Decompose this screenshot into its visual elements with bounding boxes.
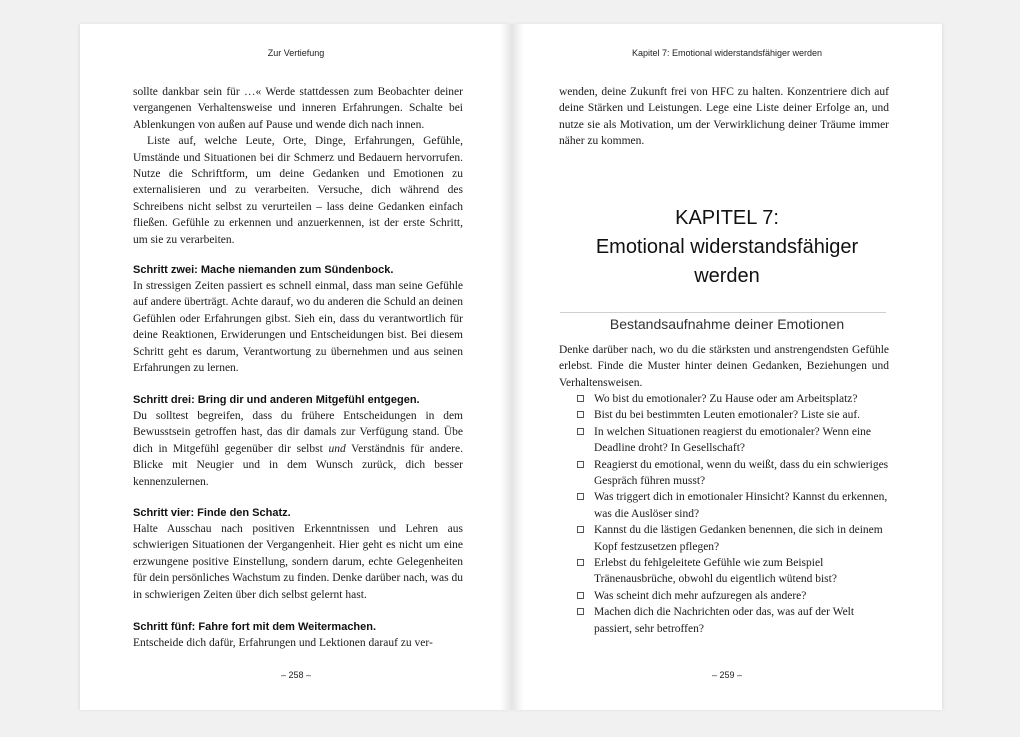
checklist-item <box>576 489 891 522</box>
step-three <box>133 392 463 490</box>
step-four <box>133 505 463 603</box>
checklist-item-text: Reagierst du emotional, wenn du weißt, dass du ein schwieriges Gespräch führen musst? <box>594 458 889 488</box>
checklist-item <box>576 457 891 490</box>
paragraph: wenden, deine Zukunft frei von HFC zu halten. Konzentriere dich auf deine Stärken und Leistungen. Lege eine Liste deiner Erfolge an, und nutze sie als Motivation, um der Verwirklichung deiner Träume immer näher zu kommen. <box>559 86 889 148</box>
paragraph: sollte dankbar sein für …« Werde stattdessen zum Beobachter deiner vergangenen Verhaltensweise und inneren Erfahrungen. Schalte bei Ablenkungen von außen auf Pause und wende dich nach innen. <box>133 86 463 131</box>
checklist-item <box>576 555 891 588</box>
checklist-item <box>576 424 891 457</box>
page-number-right: – 259 – <box>711 670 743 680</box>
checklist-item-text: Kannst du die lästigen Gedanken benennen, die sich in deinem Kopf festzusetzen pflegen? <box>594 524 883 553</box>
checklist-item <box>576 522 891 555</box>
section-title: Bestandsaufnahme deiner Emotionen <box>609 316 845 332</box>
chapter-title-line: werden <box>694 265 760 287</box>
checkbox-icon <box>577 559 584 566</box>
checklist-item-text: Wo bist du emotionaler? Zu Hause oder am Arbeitsplatz? <box>594 393 858 405</box>
running-head-left: Zur Vertiefung <box>267 48 325 58</box>
step-heading: Schritt zwei: Mache niemanden zum Sündenbock. <box>133 264 394 276</box>
checkbox-icon <box>577 428 584 435</box>
step-heading: Schritt drei: Bring dir und anderen Mitgefühl entgegen. <box>133 394 420 406</box>
step-two <box>133 262 463 376</box>
step-text: Entscheide dich dafür, Erfahrungen und Lektionen darauf zu ver- <box>133 637 433 649</box>
section-divider <box>560 312 886 313</box>
left-page <box>80 24 512 710</box>
left-intro <box>133 84 463 248</box>
running-head-right: Kapitel 7: Emotional widerstandsfähiger werden <box>631 48 823 58</box>
step-text: In stressigen Zeiten passiert es schnell einmal, dass man seine Gefühle auf andere überträgt. Achte darauf, wo du anderen die Schuld an deinen Gefühlen oder Erfahrungen gibst. Sieh ein, dass du verantwortlich für deine Reaktionen, Erwiderungen und Entscheidungen bist. Bei diesem Schritt geht es darum, Verantwortung zu übernehmen und aus seinen Erfahrungen zu lernen. <box>133 280 463 375</box>
section-intro <box>559 342 889 391</box>
right-page <box>512 24 942 710</box>
step-text: Halte Ausschau nach positiven Erkenntnissen und Lehren aus schwierigen Situationen der Vergangenheit. Hier geht es nicht um eine erzwungene positive Einstellung, sondern darum, echte Gelegenheiten für dein persönliches Wachstum zu finden. Denke darüber nach, was du in schwierigen Zeiten über dich selbst gelernt hast. <box>133 523 463 601</box>
step-text-part: Du solltest begreifen, dass du frühere Entscheidungen in dem Bewusstsein getroffen hast, das dir damals zur Verfügung stand. Übe dich in Mitgefühl gegenüber dir selbst <box>133 410 463 455</box>
checkbox-icon <box>577 526 584 533</box>
step-text <box>133 408 463 490</box>
step-five <box>133 619 463 651</box>
checklist-item-text: Was triggert dich in emotionaler Hinsicht? Kannst du erkennen, was die Auslöser sind? <box>594 491 888 520</box>
emphasis: und <box>328 442 346 455</box>
checklist-item <box>576 407 891 423</box>
checkbox-icon <box>577 493 584 500</box>
checkbox-icon <box>577 592 584 599</box>
continuation-text <box>559 84 889 150</box>
step-text-part: Verständnis für andere. Blicke mit Neugier und in dem Wunsch zurück, dich besser kennenzulernen. <box>133 442 463 488</box>
step-heading: Schritt fünf: Fahre fort mit dem Weitermachen. <box>133 621 377 633</box>
emotion-checklist <box>576 391 891 637</box>
checklist-item-text: Was scheint dich mehr aufzuregen als andere? <box>594 589 807 602</box>
checkbox-icon <box>577 411 584 418</box>
chapter-title <box>512 204 942 291</box>
checklist-item <box>576 391 891 407</box>
step-heading: Schritt vier: Finde den Schatz. <box>133 507 291 519</box>
page-number-left: – 258 – <box>280 670 312 680</box>
checkbox-icon <box>577 608 584 615</box>
paragraph: Liste auf, welche Leute, Orte, Dinge, Erfahrungen, Gefühle, Umstände und Situationen bei dir Schmerz und Bedauern hervorrufen. Nutze die Schriftform, um deine Gedanken und Emotionen zu externalisieren und zu verarbeiten. Versuche, dich während des Schreibens nicht selbst zu verurteilen – lass deine Gedanken einfach fließen. Gefühle zu erkennen und anzuerkennen, ist der erste Schritt, um sie zu verarbeiten. <box>133 135 463 246</box>
checklist-item-text: Erlebst du fehlgeleitete Gefühle wie zum Beispiel Tränenausbrüche, obwohl du eigentlich wütend bist? <box>594 557 837 586</box>
checkbox-icon <box>577 461 584 468</box>
chapter-title-line: KAPITEL 7: <box>675 207 779 229</box>
checklist-item <box>576 604 891 637</box>
checklist-item <box>576 588 891 604</box>
chapter-title-line: Emotional widerstandsfähiger <box>595 236 859 258</box>
checkbox-icon <box>577 395 584 402</box>
checklist-item-text: Bist du bei bestimmten Leuten emotionaler? Liste sie auf. <box>594 409 861 422</box>
checklist-item-text: In welchen Situationen reagierst du emotionaler? Wenn eine Deadline droht? In Gesellschaft? <box>594 425 871 455</box>
checklist-item-text: Machen dich die Nachrichten oder das, was auf der Welt passiert, sehr betroffen? <box>594 606 855 635</box>
paragraph: Denke darüber nach, wo du die stärksten und anstrengendsten Gefühle erlebst. Finde die Muster hinter deinen Gedanken, Beziehungen und Verhaltensweisen. <box>559 344 889 389</box>
